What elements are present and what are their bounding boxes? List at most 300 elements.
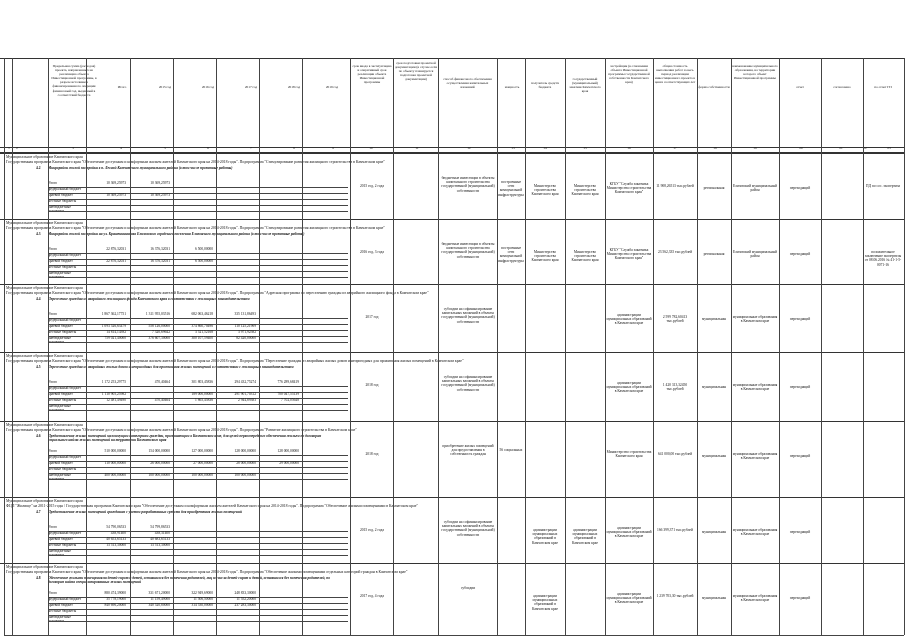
cost-cell: 2 599 782,60413 тыс.рублей: [662, 315, 688, 324]
row-label: Итого: [48, 525, 58, 529]
item-number: 4.6: [36, 434, 41, 438]
table-cell: 248 833,30000: [234, 591, 256, 595]
table-cell: 26 000,00000: [150, 461, 170, 465]
section-title: Муниципальное образование Камчатского края: [6, 155, 83, 159]
row-label: федеральный бюджет: [48, 318, 82, 322]
note-cell: [864, 315, 902, 337]
header-col-14: застройщик (в отношении объекта Инвестиционной программы государственной собственности Камчатского края): [608, 64, 650, 85]
row-divider: [48, 621, 348, 622]
table-bottom-border: [4, 635, 904, 636]
row-divider: [48, 265, 348, 266]
row-divider: [48, 555, 348, 556]
col-num: 14: [543, 146, 547, 150]
col-num: 5: [164, 146, 166, 150]
header-col-11: мощность: [504, 85, 520, 89]
row-divider: [48, 187, 348, 188]
recipient-cell: Министерство строительства Камчатского края: [531, 250, 559, 263]
table-cell: 510 000,00000: [104, 449, 126, 453]
table-cell: 27 000,00000: [193, 461, 213, 465]
column-numbers-row: [0, 146, 905, 153]
row-divider: [48, 199, 348, 200]
table-cell: 13 513,30000: [150, 543, 170, 547]
table-cell: 880 474,39000: [104, 591, 126, 595]
period-cell: 2015 год, 2 года: [360, 184, 384, 188]
capacity-cell: [498, 590, 524, 620]
row-divider: [48, 609, 348, 610]
cost-cell: 641 000,00 тыс.рублей: [657, 452, 693, 456]
row-divider: [48, 404, 348, 405]
table-cell: 35 778,19000: [106, 597, 126, 601]
period-cell: 2017 год, 4 года: [360, 594, 384, 598]
table-cell: 11 159,49000: [150, 597, 170, 601]
header-col-9: срок подготовки проектной документации (в случае если по объекту планируется подготовка проектной документации): [394, 61, 438, 82]
municipality-cell: муниципальные образования в Камчатском крае: [732, 594, 778, 603]
customer-cell: Министерство строительства Камчатского края: [571, 184, 599, 197]
grid-line: [653, 58, 654, 635]
developer-cell: КГБУ "Служба заказчика Министерства строительства Камчатского края": [606, 182, 652, 195]
row-label: местные бюджеты: [48, 199, 77, 203]
row-label: местные бюджеты: [48, 609, 77, 613]
row-label: Итого: [48, 449, 58, 453]
recipient-cell: администрации муниципальных образований в Камчатском крае: [532, 528, 558, 545]
row-label: Итого: [48, 181, 58, 185]
grid-line: [393, 58, 394, 635]
table-cell: 22 876,32031: [106, 259, 126, 263]
header-col-19: согласовано: [833, 85, 851, 89]
row-label: федеральный бюджет: [48, 386, 82, 390]
row-label: федеральный бюджет: [48, 455, 82, 459]
table-cell: 376 607,30000: [148, 336, 170, 340]
section-block: [0, 497, 905, 564]
row-divider: [48, 455, 348, 456]
table-cell: 294 432,75274: [234, 380, 256, 384]
capacity-cell: построенные сети коммунальной инфраструктуры: [498, 246, 524, 263]
header-col-8: срок ввода в эксплуатацию и оперативный срок реализации объекта Инвестиционной программы: [352, 64, 392, 85]
note-cell: [864, 452, 902, 474]
developer-cell: КГБУ "Служба заказчика Министерства строительства Камчатского края": [606, 248, 652, 261]
customer-cell: [566, 383, 604, 403]
grid-line: [438, 58, 439, 635]
col-num: 15: [583, 146, 587, 150]
section-block: [0, 352, 905, 422]
table-cell: 40 683,65133: [150, 537, 170, 541]
item-number: 4.2: [36, 166, 41, 170]
table-cell: 1 311 955,03516: [145, 312, 170, 316]
cost-cell: 1 239 703,30 тыс.рублей: [656, 594, 694, 598]
row-divider: [48, 386, 348, 387]
grid-line: [259, 58, 260, 635]
customer-cell: [566, 452, 604, 472]
customer-cell: [566, 315, 604, 335]
grid-line: [731, 58, 732, 635]
grid-line: [173, 58, 174, 635]
grid-line: [497, 58, 498, 635]
status-cell: переходящий: [789, 454, 811, 458]
customer-cell: администрации муниципальных образований в Камчатском крае: [572, 528, 598, 545]
table-cell: 322 949,69000: [191, 591, 213, 595]
section-title: Муниципальное образование Камчатского края: [6, 354, 83, 358]
row-divider: [48, 342, 348, 343]
table-cell: 314 530,00000: [191, 603, 213, 607]
program-title: Государственная программа Камчатского края "Обеспечение доступным и комфортным жильем жителей Камчатского края на 2014-2018 годы". Подпрограмма "Переселение граждан из аварийных жилых домов и непригодных для проживания жилых помещений в Камчатском крае": [6, 359, 464, 363]
table-header: [0, 58, 905, 148]
recipient-cell: [526, 315, 564, 335]
row-label: внебюджетные источники: [48, 549, 71, 558]
table-cell: 470,40464: [154, 398, 170, 402]
table-cell: 237 283,30000: [234, 603, 256, 607]
section-title: Муниципальное образование Камчатского края: [6, 286, 83, 290]
table-cell: 7 702,05648: [281, 398, 299, 402]
table-cell: 100 000,00000: [234, 473, 256, 477]
program-title: Государственная программа Камчатского края "Обеспечение доступным и комфортным жильем жителей Камчатского края на 2014-2018 годы". Подпрограмма "Адресная программа по переселению граждан из аварийного жилищного фонда в Камчатском крае": [6, 291, 429, 295]
ownership-cell: муниципальная: [702, 317, 726, 321]
municipality-cell: муниципальные образования в Камчатском крае: [732, 452, 778, 461]
header-col-16: форма собственности: [698, 85, 730, 89]
col-num: 20: [799, 146, 803, 150]
row-divider: [48, 549, 348, 550]
header-col-6: 2018 год: [287, 85, 301, 89]
table-cell: 10 369,25973: [106, 193, 126, 197]
grid-line: [130, 58, 131, 635]
section-title: Муниципальное образование Камчатского края: [6, 423, 83, 427]
row-label: федеральный бюджет: [48, 253, 82, 257]
cost-cell: 11 908,26513 тыс.рублей: [656, 184, 694, 188]
row-label: внебюджетные источники: [48, 615, 71, 624]
developer-cell: администрации муниципальных образований в Камчатском крае: [606, 592, 652, 605]
table-cell: 374 860,70496: [191, 324, 213, 328]
item-number: 4.8: [36, 576, 41, 580]
grid-line: [863, 58, 864, 635]
municipality-cell: муниципальные образования в Камчатском крае: [732, 383, 778, 392]
table-cell: 13 513,30000: [106, 543, 126, 547]
table-cell: 1 867 362,17751: [101, 312, 126, 316]
section-block: [0, 153, 905, 220]
note-cell: [864, 528, 902, 550]
grid-line: [697, 58, 698, 635]
table-cell: 700 047,55139: [277, 392, 299, 396]
period-cell: 2016 год, 3 года: [360, 250, 384, 254]
col-num: 3: [72, 146, 74, 150]
program-title: Государственная программа Камчатского края "Обеспечение доступным и комфортным жильем жителей Камчатского края на 2014-2018 годы". Подпрограмма "Развитие жилищного строительства в Камчатском крае": [6, 428, 357, 432]
ownership-cell: региональная: [703, 252, 725, 256]
col-num: 23: [887, 146, 891, 150]
table-cell: 40 653,65133: [106, 537, 126, 541]
col-num: 4: [120, 146, 122, 150]
section-title: Муниципальное образование Камчатского края: [6, 221, 83, 225]
item-number: 4.4: [36, 297, 41, 301]
row-label: краевой бюджет: [48, 392, 73, 396]
method-cell: бюджетные инвестиции в объекты капитального строительства государственной (муниципальной) собственности: [441, 242, 495, 259]
row-label: Итого: [48, 380, 58, 384]
period-cell: 2018 год: [365, 452, 379, 456]
row-divider: [48, 271, 348, 272]
col-num: 22: [863, 146, 867, 150]
row-label: местные бюджеты: [48, 467, 77, 471]
table-cell: 759 021,40000: [104, 336, 126, 340]
recipient-cell: [526, 383, 564, 403]
method-cell: субсидии на софинансирование капитальных вложений в объекты государственной (муниципальной) собственности: [441, 307, 495, 324]
table-cell: 1 865,45836: [195, 398, 213, 402]
table-cell: 110 000,00000: [104, 461, 126, 465]
recipient-cell: [526, 452, 564, 472]
header-col-1: Предельная сумма (расходов) проекта, направленных на реализацию объекта Инвестиционной программы, в разрезе источников финансирования по операции финансовый год, выданный в соответствий бюджета: [51, 64, 97, 97]
row-divider: [48, 211, 348, 212]
table-cell: 14 814,14392: [106, 330, 126, 334]
method-cell: субсидии на софинансирование капитальных вложений в объекты государственной (муниципальной) собственности: [441, 520, 495, 537]
col-num: 17: [673, 146, 677, 150]
header-col-2: Итого: [117, 85, 127, 89]
table-cell: 22 876,32031: [106, 247, 126, 251]
grid-line: [779, 58, 780, 635]
header-col-10: способ финансового обеспечения осуществления капитальных вложений: [443, 77, 492, 90]
table-cell: 6 500,00000: [195, 247, 213, 251]
section-block: [0, 421, 905, 498]
period-cell: 2018 год: [365, 383, 379, 387]
header-col-15: общая стоимость выполнения работ за весь период реализации инвестиционного проекта в ценах соответствующих лет: [654, 64, 696, 85]
recipient-cell: администрации муниципальных образований в Камчатском крае: [532, 594, 558, 611]
municipality-cell: Елизовский муниципальный район: [733, 184, 777, 193]
item-title: Предоставление жилых помещений гражданам с учетом разработанных средств для приобретения жилых помещений: [48, 510, 242, 514]
status-cell: переходящий: [789, 385, 811, 389]
row-label: краевой бюджет: [48, 259, 73, 263]
row-label: местные бюджеты: [48, 543, 77, 547]
capacity-cell: [498, 311, 524, 341]
table-cell: 10 369,25973: [150, 181, 170, 185]
table-cell: 82 420,00000: [236, 336, 256, 340]
table-cell: 438,91400: [110, 531, 126, 535]
row-label: местные бюджеты: [48, 398, 77, 402]
table-cell: 11 552,20000: [236, 597, 256, 601]
ownership-cell: муниципальная: [702, 385, 726, 389]
section-block: [0, 284, 905, 353]
table-cell: 29 000,00000: [279, 461, 299, 465]
table-cell: 6 500,00000: [195, 259, 213, 263]
row-label: федеральный бюджет: [48, 531, 82, 535]
status-cell: переходящий: [789, 530, 811, 534]
row-label: краевой бюджет: [48, 461, 73, 465]
table-cell: 7 320,69642: [152, 330, 170, 334]
row-divider: [48, 479, 348, 480]
table-cell: 11 506,50000: [193, 597, 213, 601]
table-cell: 840 696,20000: [104, 603, 126, 607]
note-cell: положительное заключение экспертизы от 08.06.2016 № 41-1-5-0071-16: [864, 250, 902, 267]
col-num: 9: [332, 146, 334, 150]
table-cell: 127 000,00000: [191, 449, 213, 453]
status-cell: переходящий: [789, 186, 811, 190]
table-cell: 301 803,45836: [191, 380, 213, 384]
col-num: 12: [467, 146, 471, 150]
municipality-cell: муниципальные образования в Камчатском крае: [732, 315, 778, 324]
table-cell: 189 000,00000: [191, 392, 213, 396]
ownership-cell: региональная: [703, 186, 725, 190]
row-label: краевой бюджет: [48, 324, 73, 328]
method-cell: субсидии на софинансирование капитальных вложений в объекты государственной (муниципальной) собственности: [441, 375, 495, 392]
col-num: 16: [627, 146, 631, 150]
header-col-20: по отчет ГП: [874, 85, 892, 89]
table-cell: 100 000,00000: [148, 473, 170, 477]
row-label: краевой бюджет: [48, 603, 73, 607]
row-label: Итого: [48, 247, 58, 251]
grid-line: [821, 58, 822, 635]
col-num: 2: [16, 146, 18, 150]
grid-line: [86, 58, 87, 635]
col-num: 10: [369, 146, 373, 150]
grid-line: [605, 58, 606, 635]
table-cell: 28 000,00000: [236, 461, 256, 465]
table-cell: 3 971,92582: [238, 330, 256, 334]
item-number: 4.3: [36, 232, 41, 236]
status-cell: переходящий: [789, 596, 811, 600]
table-cell: 1 172 253,29775: [101, 380, 126, 384]
capacity-cell: [498, 379, 524, 409]
note-cell: [864, 594, 902, 616]
row-label: внебюджетные источники: [48, 404, 71, 413]
grid-line: [12, 58, 13, 635]
col-num: 7: [250, 146, 252, 150]
table-cell: 400 000,00000: [104, 473, 126, 477]
grid-line: [302, 58, 303, 635]
ownership-cell: муниципальная: [702, 596, 726, 600]
capacity-cell: 56 социальных: [499, 448, 523, 452]
col-num: 21: [839, 146, 843, 150]
grid-line: [48, 58, 49, 635]
header-col-18: отчет: [796, 85, 804, 89]
table-cell: 3 521,52168: [195, 330, 213, 334]
ownership-cell: муниципальная: [702, 530, 726, 534]
program-title: Государственная программа Камчатского края "Обеспечение доступным и комфортным жильем жителей Камчатского края на 2014-2018 годы". Подпрограмма "Обеспечение жилыми помещениями отдельных категорий граждан в Камчатском крае": [6, 570, 408, 574]
row-divider: [48, 467, 348, 468]
item-title: Переселение граждан из аварийного жилищного фонда Камчатского края в соответствии с жилищным законодательством: [48, 297, 250, 301]
table-cell: 10 369,25973: [106, 181, 126, 185]
grid-line: [525, 58, 526, 635]
table-cell: 558 126,00000: [148, 324, 170, 328]
recipient-cell: Министерство строительства Камчатского края: [531, 184, 559, 197]
col-num: 11: [415, 146, 419, 150]
note-cell: [864, 383, 902, 405]
table-cell: 10 369,25973: [150, 193, 170, 197]
item-number: 4.5: [36, 365, 41, 369]
developer-cell: Министерство строительства Камчатского края: [606, 450, 652, 459]
col-num: 8: [293, 146, 295, 150]
row-label: местные бюджеты: [48, 265, 77, 269]
cost-cell: 166 399,371 тыс.рублей: [657, 528, 693, 532]
customer-cell: [566, 594, 604, 614]
program-title: Государственная программа Камчатского края "Обеспечение доступным и комфортным жильем жителей Камчатского края на 2014-2018 годы". Подпрограмма "Стимулирование развития жилищного строительства в Камчатском крае": [6, 226, 385, 230]
table-cell: 682 063,46218: [191, 312, 213, 316]
table-cell: 470,40464: [154, 380, 170, 384]
method-cell: субсидии: [460, 586, 476, 590]
municipality-cell: Елизовский муниципальный район: [733, 250, 777, 259]
item-title: Предоставление жилых помещений малоимущим категориям граждан, проживающим в Камчатском крае, для целей первоочередного обеспечения жильем по договорам социального найма жилых помещений на территории Камчатского края: [48, 434, 322, 443]
col-num: 19: [753, 146, 757, 150]
grid-line: [350, 58, 351, 635]
table-cell: 54 790,06533: [106, 525, 126, 529]
method-cell: бюджетные инвестиции в объекты капитального строительства государственной (муниципальной) собственности: [441, 176, 495, 193]
table-cell: 16 376,32031: [150, 259, 170, 263]
section-title: Муниципальное образование Камчатского края: [6, 499, 83, 503]
row-label: внебюджетные источники: [48, 205, 71, 214]
table-cell: 12 481,49490: [106, 398, 126, 402]
section-title: Муниципальное образование Камчатского края: [6, 565, 83, 569]
capacity-cell: [498, 524, 524, 554]
item-title: Микрорайон жилой застройки на ул. Крашенинникова Елизовского городского поселения Елизовского муниципального района (в том числе проектные работы): [48, 232, 305, 236]
row-label: местные бюджеты: [48, 330, 77, 334]
header-col-4: 2016 год: [201, 85, 215, 89]
table-cell: 438,31400: [154, 531, 170, 535]
note-cell: ПД по сос. экспертиза: [865, 184, 900, 188]
table-cell: 300 107,59400: [191, 336, 213, 340]
table-cell: 1 110 905,25982: [101, 392, 126, 396]
table-cell: 291 901,70312: [234, 392, 256, 396]
cost-cell: 23 562,335 тыс.рублей: [657, 250, 693, 254]
col-num: 1: [8, 146, 10, 150]
developer-cell: администрации муниципальных образований в Камчатском крае: [606, 526, 652, 539]
table-cell: 331 671,20000: [148, 591, 170, 595]
item-number: 4.7: [36, 510, 41, 514]
municipality-cell: муниципальные образования в Камчатском крае: [732, 528, 778, 537]
item-title: Обеспечение жилыми помещениями детей-сирот и детей, оставшихся без попечения родителей, лиц из числа детей-сирот и детей, оставшихся без попечения родителей, по договорам найма специализированных жилых помещений: [48, 576, 331, 585]
row-divider: [48, 253, 348, 254]
row-label: внебюджетные источники: [48, 336, 71, 345]
table-cell: 110 125,21969: [234, 324, 256, 328]
grid-line: [4, 58, 5, 635]
program-title: ФЦП "Жилище" на 2011-2015 годы / Государственная программа Камчатского края "Обеспечение доступным и комфортным жильем жителей Камчатского края на 2014-2018 годы". Подпрограмма "Обеспечение жилыми помещениями в Камчатском крае": [6, 504, 419, 508]
status-cell: переходящий: [789, 252, 811, 256]
header-col-13: государственный (муниципальный) заказчик Камчатского края: [569, 77, 601, 94]
header-col-12: получатель средств бюджета: [530, 81, 560, 90]
table-cell: 154 000,00000: [148, 449, 170, 453]
table-cell: 776 289,68419: [277, 380, 299, 384]
developer-cell: администрации муниципальных образований в Камчатском крае: [606, 313, 652, 326]
table-cell: 335 131,86493: [234, 312, 256, 316]
item-title: Переселение граждан из аварийных жилых домов и непригодных для проживания жилых помещений в соответствии с жилищным законодательством: [48, 365, 294, 369]
header-col-3: 2015 год: [158, 85, 172, 89]
item-title: Микрорайон жилой застройки в п. Лесной Камчатского муниципального района (в том числе проектные работы): [48, 166, 233, 170]
developer-cell: администрации муниципальных образований в Камчатском крае: [606, 381, 652, 394]
capacity-cell: построенные сети коммунальной инфраструктуры: [498, 180, 524, 197]
program-title: Государственная программа Камчатского края "Обеспечение доступным и комфортным жильем жителей Камчатского края на 2014-2018 годы". Подпрограмма "Стимулирование развития жилищного строительства в Камчатском крае": [6, 160, 385, 164]
row-label: внебюджетные источники: [48, 271, 71, 280]
status-cell: переходящий: [789, 317, 811, 321]
section-block: [0, 563, 905, 636]
row-divider: [48, 615, 348, 616]
method-cell: приобретение жилых помещений для предоставления в собственность граждан: [442, 444, 494, 457]
col-num: 6: [207, 146, 209, 150]
row-divider: [48, 410, 348, 411]
table-cell: 54 799,86533: [150, 525, 170, 529]
section-block: [0, 219, 905, 285]
col-num: 13: [511, 146, 515, 150]
table-cell: 100 000,00000: [191, 473, 213, 477]
row-label: краевой бюджет: [48, 193, 73, 197]
table-cell: 16 376,32031: [150, 247, 170, 251]
ownership-cell: муниципальная: [702, 454, 726, 458]
grid-line: [216, 58, 217, 635]
grid-line: [565, 58, 566, 635]
header-col-17: наименование муниципального образования, на территории которого объект Инвестиционной программы: [732, 64, 778, 81]
row-divider: [48, 205, 348, 206]
row-label: внебюджетные источники: [48, 473, 71, 482]
cost-cell: 1 420 313,32450 тыс.рублей: [662, 383, 688, 392]
table-cell: 128 000,00000: [277, 449, 299, 453]
row-label: Итого: [48, 591, 58, 595]
row-divider: [48, 277, 348, 278]
row-label: федеральный бюджет: [48, 187, 82, 191]
row-label: федеральный бюджет: [48, 597, 82, 601]
customer-cell: Министерство строительства Камчатского края: [571, 250, 599, 263]
row-label: Итого: [48, 312, 58, 316]
table-cell: 1 093 526,63479: [101, 324, 126, 328]
